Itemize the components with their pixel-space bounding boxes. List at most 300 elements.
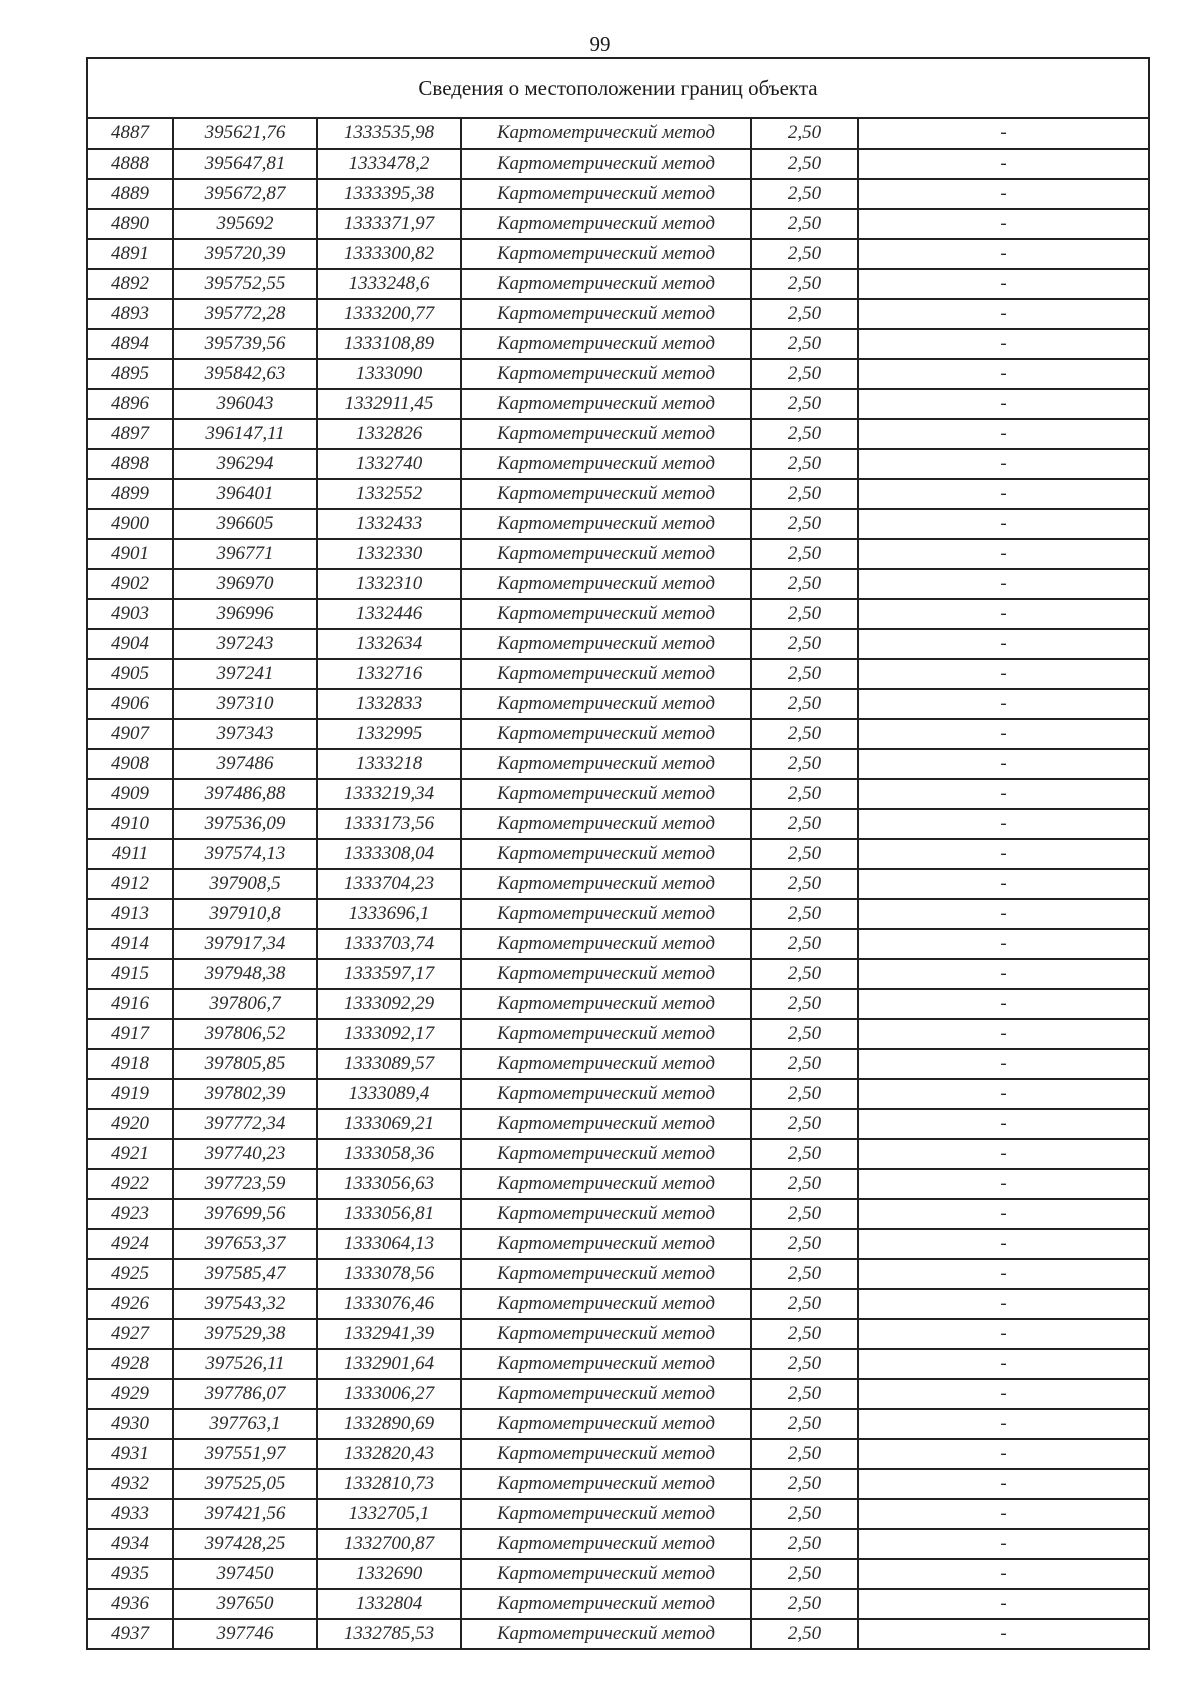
point-number-cell: 4917 — [88, 1019, 173, 1049]
point-number-cell: 4928 — [88, 1349, 173, 1379]
point-number-cell: 4932 — [88, 1469, 173, 1499]
accuracy-cell: 2,50 — [751, 869, 858, 899]
description-cell: - — [858, 149, 1148, 179]
accuracy-cell: 2,50 — [751, 239, 858, 269]
accuracy-cell: 2,50 — [751, 1319, 858, 1349]
x-coordinate-cell: 397536,09 — [173, 809, 317, 839]
table-row — [88, 959, 1148, 989]
y-coordinate-cell: 1333535,98 — [317, 119, 461, 149]
point-number-cell: 4930 — [88, 1409, 173, 1439]
point-number-cell: 4887 — [88, 119, 173, 149]
accuracy-cell: 2,50 — [751, 509, 858, 539]
table-row — [88, 1529, 1148, 1559]
point-number-cell: 4894 — [88, 329, 173, 359]
method-cell: Картометрический метод — [461, 209, 751, 239]
description-cell: - — [858, 359, 1148, 389]
table-row — [88, 389, 1148, 419]
method-cell: Картометрический метод — [461, 1259, 751, 1289]
table-row — [88, 1169, 1148, 1199]
point-number-cell: 4929 — [88, 1379, 173, 1409]
accuracy-cell: 2,50 — [751, 1559, 858, 1589]
table-row — [88, 209, 1148, 239]
y-coordinate-cell: 1332446 — [317, 599, 461, 629]
point-number-cell: 4889 — [88, 179, 173, 209]
table-row — [88, 689, 1148, 719]
accuracy-cell: 2,50 — [751, 1529, 858, 1559]
point-number-cell: 4905 — [88, 659, 173, 689]
x-coordinate-cell: 395647,81 — [173, 149, 317, 179]
x-coordinate-cell: 397948,38 — [173, 959, 317, 989]
accuracy-cell: 2,50 — [751, 569, 858, 599]
y-coordinate-cell: 1333064,13 — [317, 1229, 461, 1259]
point-number-cell: 4912 — [88, 869, 173, 899]
y-coordinate-cell: 1333218 — [317, 749, 461, 779]
description-cell: - — [858, 1019, 1148, 1049]
method-cell: Картометрический метод — [461, 719, 751, 749]
x-coordinate-cell: 397699,56 — [173, 1199, 317, 1229]
description-cell: - — [858, 1439, 1148, 1469]
description-cell: - — [858, 479, 1148, 509]
x-coordinate-cell: 397763,1 — [173, 1409, 317, 1439]
accuracy-cell: 2,50 — [751, 809, 858, 839]
description-cell: - — [858, 509, 1148, 539]
method-cell: Картометрический метод — [461, 419, 751, 449]
description-cell: - — [858, 1229, 1148, 1259]
method-cell: Картометрический метод — [461, 1529, 751, 1559]
x-coordinate-cell: 397740,23 — [173, 1139, 317, 1169]
y-coordinate-cell: 1333308,04 — [317, 839, 461, 869]
y-coordinate-cell: 1332911,45 — [317, 389, 461, 419]
y-coordinate-cell: 1332433 — [317, 509, 461, 539]
description-cell: - — [858, 1619, 1148, 1649]
description-cell: - — [858, 1049, 1148, 1079]
method-cell: Картометрический метод — [461, 1319, 751, 1349]
point-number-cell: 4893 — [88, 299, 173, 329]
method-cell: Картометрический метод — [461, 359, 751, 389]
x-coordinate-cell: 397653,37 — [173, 1229, 317, 1259]
table-row — [88, 1019, 1148, 1049]
description-cell: - — [858, 1109, 1148, 1139]
point-number-cell: 4897 — [88, 419, 173, 449]
accuracy-cell: 2,50 — [751, 299, 858, 329]
method-cell: Картометрический метод — [461, 1439, 751, 1469]
description-cell: - — [858, 1349, 1148, 1379]
method-cell: Картометрический метод — [461, 899, 751, 929]
point-number-cell: 4910 — [88, 809, 173, 839]
table-row — [88, 359, 1148, 389]
method-cell: Картометрический метод — [461, 1499, 751, 1529]
x-coordinate-cell: 397526,11 — [173, 1349, 317, 1379]
point-number-cell: 4927 — [88, 1319, 173, 1349]
table-row — [88, 1109, 1148, 1139]
description-cell: - — [858, 779, 1148, 809]
table-row — [88, 1499, 1148, 1529]
point-number-cell: 4931 — [88, 1439, 173, 1469]
accuracy-cell: 2,50 — [751, 1199, 858, 1229]
point-number-cell: 4896 — [88, 389, 173, 419]
y-coordinate-cell: 1333108,89 — [317, 329, 461, 359]
table-row — [88, 329, 1148, 359]
table-row — [88, 449, 1148, 479]
point-number-cell: 4924 — [88, 1229, 173, 1259]
description-cell: - — [858, 1169, 1148, 1199]
coordinates-grid — [88, 119, 1148, 1648]
method-cell: Картометрический метод — [461, 1079, 751, 1109]
y-coordinate-cell: 1332310 — [317, 569, 461, 599]
x-coordinate-cell: 397917,34 — [173, 929, 317, 959]
accuracy-cell: 2,50 — [751, 659, 858, 689]
y-coordinate-cell: 1332740 — [317, 449, 461, 479]
x-coordinate-cell: 397585,47 — [173, 1259, 317, 1289]
x-coordinate-cell: 397650 — [173, 1589, 317, 1619]
method-cell: Картометрический метод — [461, 839, 751, 869]
description-cell: - — [858, 389, 1148, 419]
accuracy-cell: 2,50 — [751, 1259, 858, 1289]
table-body — [88, 119, 1148, 1648]
point-number-cell: 4915 — [88, 959, 173, 989]
point-number-cell: 4890 — [88, 209, 173, 239]
method-cell: Картометрический метод — [461, 1409, 751, 1439]
x-coordinate-cell: 397486,88 — [173, 779, 317, 809]
method-cell: Картометрический метод — [461, 1559, 751, 1589]
point-number-cell: 4895 — [88, 359, 173, 389]
x-coordinate-cell: 397525,05 — [173, 1469, 317, 1499]
method-cell: Картометрический метод — [461, 659, 751, 689]
method-cell: Картометрический метод — [461, 1349, 751, 1379]
method-cell: Картометрический метод — [461, 629, 751, 659]
accuracy-cell: 2,50 — [751, 1499, 858, 1529]
point-number-cell: 4936 — [88, 1589, 173, 1619]
description-cell: - — [858, 419, 1148, 449]
accuracy-cell: 2,50 — [751, 1439, 858, 1469]
table-row — [88, 179, 1148, 209]
y-coordinate-cell: 1333371,97 — [317, 209, 461, 239]
method-cell: Картометрический метод — [461, 1049, 751, 1079]
x-coordinate-cell: 395739,56 — [173, 329, 317, 359]
x-coordinate-cell: 397343 — [173, 719, 317, 749]
point-number-cell: 4918 — [88, 1049, 173, 1079]
x-coordinate-cell: 396401 — [173, 479, 317, 509]
table-row — [88, 869, 1148, 899]
table-row — [88, 1349, 1148, 1379]
accuracy-cell: 2,50 — [751, 539, 858, 569]
table-row — [88, 509, 1148, 539]
point-number-cell: 4900 — [88, 509, 173, 539]
x-coordinate-cell: 397908,5 — [173, 869, 317, 899]
description-cell: - — [858, 569, 1148, 599]
method-cell: Картометрический метод — [461, 869, 751, 899]
x-coordinate-cell: 397805,85 — [173, 1049, 317, 1079]
x-coordinate-cell: 397802,39 — [173, 1079, 317, 1109]
accuracy-cell: 2,50 — [751, 689, 858, 719]
x-coordinate-cell: 397786,07 — [173, 1379, 317, 1409]
accuracy-cell: 2,50 — [751, 719, 858, 749]
description-cell: - — [858, 449, 1148, 479]
description-cell: - — [858, 209, 1148, 239]
accuracy-cell: 2,50 — [751, 1019, 858, 1049]
accuracy-cell: 2,50 — [751, 1469, 858, 1499]
description-cell: - — [858, 839, 1148, 869]
point-number-cell: 4898 — [88, 449, 173, 479]
x-coordinate-cell: 396605 — [173, 509, 317, 539]
point-number-cell: 4892 — [88, 269, 173, 299]
table-row — [88, 1409, 1148, 1439]
table-row — [88, 839, 1148, 869]
x-coordinate-cell: 395752,55 — [173, 269, 317, 299]
y-coordinate-cell: 1333056,81 — [317, 1199, 461, 1229]
description-cell: - — [858, 929, 1148, 959]
description-cell: - — [858, 1469, 1148, 1499]
accuracy-cell: 2,50 — [751, 209, 858, 239]
y-coordinate-cell: 1333597,17 — [317, 959, 461, 989]
y-coordinate-cell: 1333078,56 — [317, 1259, 461, 1289]
y-coordinate-cell: 1333300,82 — [317, 239, 461, 269]
table-row — [88, 1469, 1148, 1499]
y-coordinate-cell: 1332634 — [317, 629, 461, 659]
x-coordinate-cell: 397746 — [173, 1619, 317, 1649]
table-row — [88, 1589, 1148, 1619]
x-coordinate-cell: 397428,25 — [173, 1529, 317, 1559]
point-number-cell: 4908 — [88, 749, 173, 779]
table-row — [88, 1289, 1148, 1319]
method-cell: Картометрический метод — [461, 149, 751, 179]
method-cell: Картометрический метод — [461, 599, 751, 629]
point-number-cell: 4921 — [88, 1139, 173, 1169]
table-row — [88, 1139, 1148, 1169]
x-coordinate-cell: 397772,34 — [173, 1109, 317, 1139]
point-number-cell: 4919 — [88, 1079, 173, 1109]
x-coordinate-cell: 397241 — [173, 659, 317, 689]
accuracy-cell: 2,50 — [751, 1589, 858, 1619]
description-cell: - — [858, 1289, 1148, 1319]
description-cell: - — [858, 659, 1148, 689]
description-cell: - — [858, 299, 1148, 329]
accuracy-cell: 2,50 — [751, 359, 858, 389]
point-number-cell: 4913 — [88, 899, 173, 929]
description-cell: - — [858, 689, 1148, 719]
description-cell: - — [858, 1529, 1148, 1559]
y-coordinate-cell: 1333248,6 — [317, 269, 461, 299]
x-coordinate-cell: 396043 — [173, 389, 317, 419]
description-cell: - — [858, 719, 1148, 749]
y-coordinate-cell: 1332833 — [317, 689, 461, 719]
y-coordinate-cell: 1332810,73 — [317, 1469, 461, 1499]
y-coordinate-cell: 1332820,43 — [317, 1439, 461, 1469]
table-row — [88, 539, 1148, 569]
point-number-cell: 4923 — [88, 1199, 173, 1229]
x-coordinate-cell: 397529,38 — [173, 1319, 317, 1349]
table-row — [88, 1229, 1148, 1259]
accuracy-cell: 2,50 — [751, 839, 858, 869]
description-cell: - — [858, 539, 1148, 569]
x-coordinate-cell: 395692 — [173, 209, 317, 239]
method-cell: Картометрический метод — [461, 1469, 751, 1499]
point-number-cell: 4907 — [88, 719, 173, 749]
y-coordinate-cell: 1333395,38 — [317, 179, 461, 209]
method-cell: Картометрический метод — [461, 179, 751, 209]
y-coordinate-cell: 1333069,21 — [317, 1109, 461, 1139]
y-coordinate-cell: 1333092,17 — [317, 1019, 461, 1049]
method-cell: Картометрический метод — [461, 119, 751, 149]
table-row — [88, 1199, 1148, 1229]
y-coordinate-cell: 1332995 — [317, 719, 461, 749]
x-coordinate-cell: 397243 — [173, 629, 317, 659]
point-number-cell: 4906 — [88, 689, 173, 719]
table-row — [88, 1079, 1148, 1109]
accuracy-cell: 2,50 — [751, 899, 858, 929]
method-cell: Картометрический метод — [461, 779, 751, 809]
accuracy-cell: 2,50 — [751, 1139, 858, 1169]
table-row — [88, 299, 1148, 329]
x-coordinate-cell: 397806,52 — [173, 1019, 317, 1049]
x-coordinate-cell: 395720,39 — [173, 239, 317, 269]
y-coordinate-cell: 1332941,39 — [317, 1319, 461, 1349]
point-number-cell: 4933 — [88, 1499, 173, 1529]
description-cell: - — [858, 989, 1148, 1019]
x-coordinate-cell: 397310 — [173, 689, 317, 719]
x-coordinate-cell: 395621,76 — [173, 119, 317, 149]
accuracy-cell: 2,50 — [751, 1379, 858, 1409]
accuracy-cell: 2,50 — [751, 419, 858, 449]
point-number-cell: 4903 — [88, 599, 173, 629]
point-number-cell: 4914 — [88, 929, 173, 959]
method-cell: Картометрический метод — [461, 809, 751, 839]
table-row — [88, 719, 1148, 749]
method-cell: Картометрический метод — [461, 1169, 751, 1199]
x-coordinate-cell: 395772,28 — [173, 299, 317, 329]
x-coordinate-cell: 397723,59 — [173, 1169, 317, 1199]
method-cell: Картометрический метод — [461, 449, 751, 479]
accuracy-cell: 2,50 — [751, 599, 858, 629]
method-cell: Картометрический метод — [461, 1139, 751, 1169]
y-coordinate-cell: 1333090 — [317, 359, 461, 389]
accuracy-cell: 2,50 — [751, 1169, 858, 1199]
accuracy-cell: 2,50 — [751, 1229, 858, 1259]
table-row — [88, 479, 1148, 509]
table-row — [88, 779, 1148, 809]
description-cell: - — [858, 1079, 1148, 1109]
x-coordinate-cell: 397806,7 — [173, 989, 317, 1019]
method-cell: Картометрический метод — [461, 959, 751, 989]
accuracy-cell: 2,50 — [751, 479, 858, 509]
x-coordinate-cell: 395842,63 — [173, 359, 317, 389]
table-row — [88, 989, 1148, 1019]
y-coordinate-cell: 1332552 — [317, 479, 461, 509]
boundary-coordinates-table — [86, 57, 1150, 1650]
accuracy-cell: 2,50 — [751, 1109, 858, 1139]
table-row — [88, 239, 1148, 269]
description-cell: - — [858, 329, 1148, 359]
x-coordinate-cell: 397551,97 — [173, 1439, 317, 1469]
method-cell: Картометрический метод — [461, 1019, 751, 1049]
x-coordinate-cell: 397421,56 — [173, 1499, 317, 1529]
method-cell: Картометрический метод — [461, 1589, 751, 1619]
accuracy-cell: 2,50 — [751, 749, 858, 779]
y-coordinate-cell: 1332705,1 — [317, 1499, 461, 1529]
description-cell: - — [858, 239, 1148, 269]
y-coordinate-cell: 1333006,27 — [317, 1379, 461, 1409]
x-coordinate-cell: 396771 — [173, 539, 317, 569]
point-number-cell: 4901 — [88, 539, 173, 569]
accuracy-cell: 2,50 — [751, 389, 858, 419]
accuracy-cell: 2,50 — [751, 959, 858, 989]
point-number-cell: 4902 — [88, 569, 173, 599]
table-row — [88, 1379, 1148, 1409]
point-number-cell: 4922 — [88, 1169, 173, 1199]
y-coordinate-cell: 1333076,46 — [317, 1289, 461, 1319]
accuracy-cell: 2,50 — [751, 179, 858, 209]
accuracy-cell: 2,50 — [751, 149, 858, 179]
description-cell: - — [858, 1499, 1148, 1529]
method-cell: Картометрический метод — [461, 929, 751, 959]
y-coordinate-cell: 1332901,64 — [317, 1349, 461, 1379]
accuracy-cell: 2,50 — [751, 1409, 858, 1439]
table-row — [88, 749, 1148, 779]
page-number: 99 — [589, 32, 611, 56]
method-cell: Картометрический метод — [461, 1619, 751, 1649]
table-row — [88, 119, 1148, 149]
y-coordinate-cell: 1333173,56 — [317, 809, 461, 839]
x-coordinate-cell: 397910,8 — [173, 899, 317, 929]
point-number-cell: 4920 — [88, 1109, 173, 1139]
table-row — [88, 899, 1148, 929]
accuracy-cell: 2,50 — [751, 269, 858, 299]
accuracy-cell: 2,50 — [751, 449, 858, 479]
point-number-cell: 4935 — [88, 1559, 173, 1589]
description-cell: - — [858, 269, 1148, 299]
point-number-cell: 4911 — [88, 839, 173, 869]
y-coordinate-cell: 1332890,69 — [317, 1409, 461, 1439]
x-coordinate-cell: 396147,11 — [173, 419, 317, 449]
y-coordinate-cell: 1333200,77 — [317, 299, 461, 329]
table-row — [88, 419, 1148, 449]
x-coordinate-cell: 396294 — [173, 449, 317, 479]
x-coordinate-cell: 396970 — [173, 569, 317, 599]
point-number-cell: 4925 — [88, 1259, 173, 1289]
point-number-cell: 4904 — [88, 629, 173, 659]
description-cell: - — [858, 1319, 1148, 1349]
table-row — [88, 929, 1148, 959]
y-coordinate-cell: 1332690 — [317, 1559, 461, 1589]
table-title: Сведения о местоположении границ объекта — [88, 59, 1148, 119]
y-coordinate-cell: 1333696,1 — [317, 899, 461, 929]
description-cell: - — [858, 1379, 1148, 1409]
accuracy-cell: 2,50 — [751, 1289, 858, 1319]
x-coordinate-cell: 397450 — [173, 1559, 317, 1589]
accuracy-cell: 2,50 — [751, 1049, 858, 1079]
x-coordinate-cell: 395672,87 — [173, 179, 317, 209]
point-number-cell: 4888 — [88, 149, 173, 179]
description-cell: - — [858, 899, 1148, 929]
accuracy-cell: 2,50 — [751, 1349, 858, 1379]
description-cell: - — [858, 1199, 1148, 1229]
table-row — [88, 269, 1148, 299]
point-number-cell: 4934 — [88, 1529, 173, 1559]
point-number-cell: 4916 — [88, 989, 173, 1019]
y-coordinate-cell: 1333704,23 — [317, 869, 461, 899]
y-coordinate-cell: 1332330 — [317, 539, 461, 569]
y-coordinate-cell: 1333056,63 — [317, 1169, 461, 1199]
method-cell: Картометрический метод — [461, 509, 751, 539]
x-coordinate-cell: 397486 — [173, 749, 317, 779]
accuracy-cell: 2,50 — [751, 929, 858, 959]
table-row — [88, 1619, 1148, 1649]
table-row — [88, 1259, 1148, 1289]
description-cell: - — [858, 1409, 1148, 1439]
accuracy-cell: 2,50 — [751, 1619, 858, 1649]
x-coordinate-cell: 397574,13 — [173, 839, 317, 869]
table-row — [88, 569, 1148, 599]
